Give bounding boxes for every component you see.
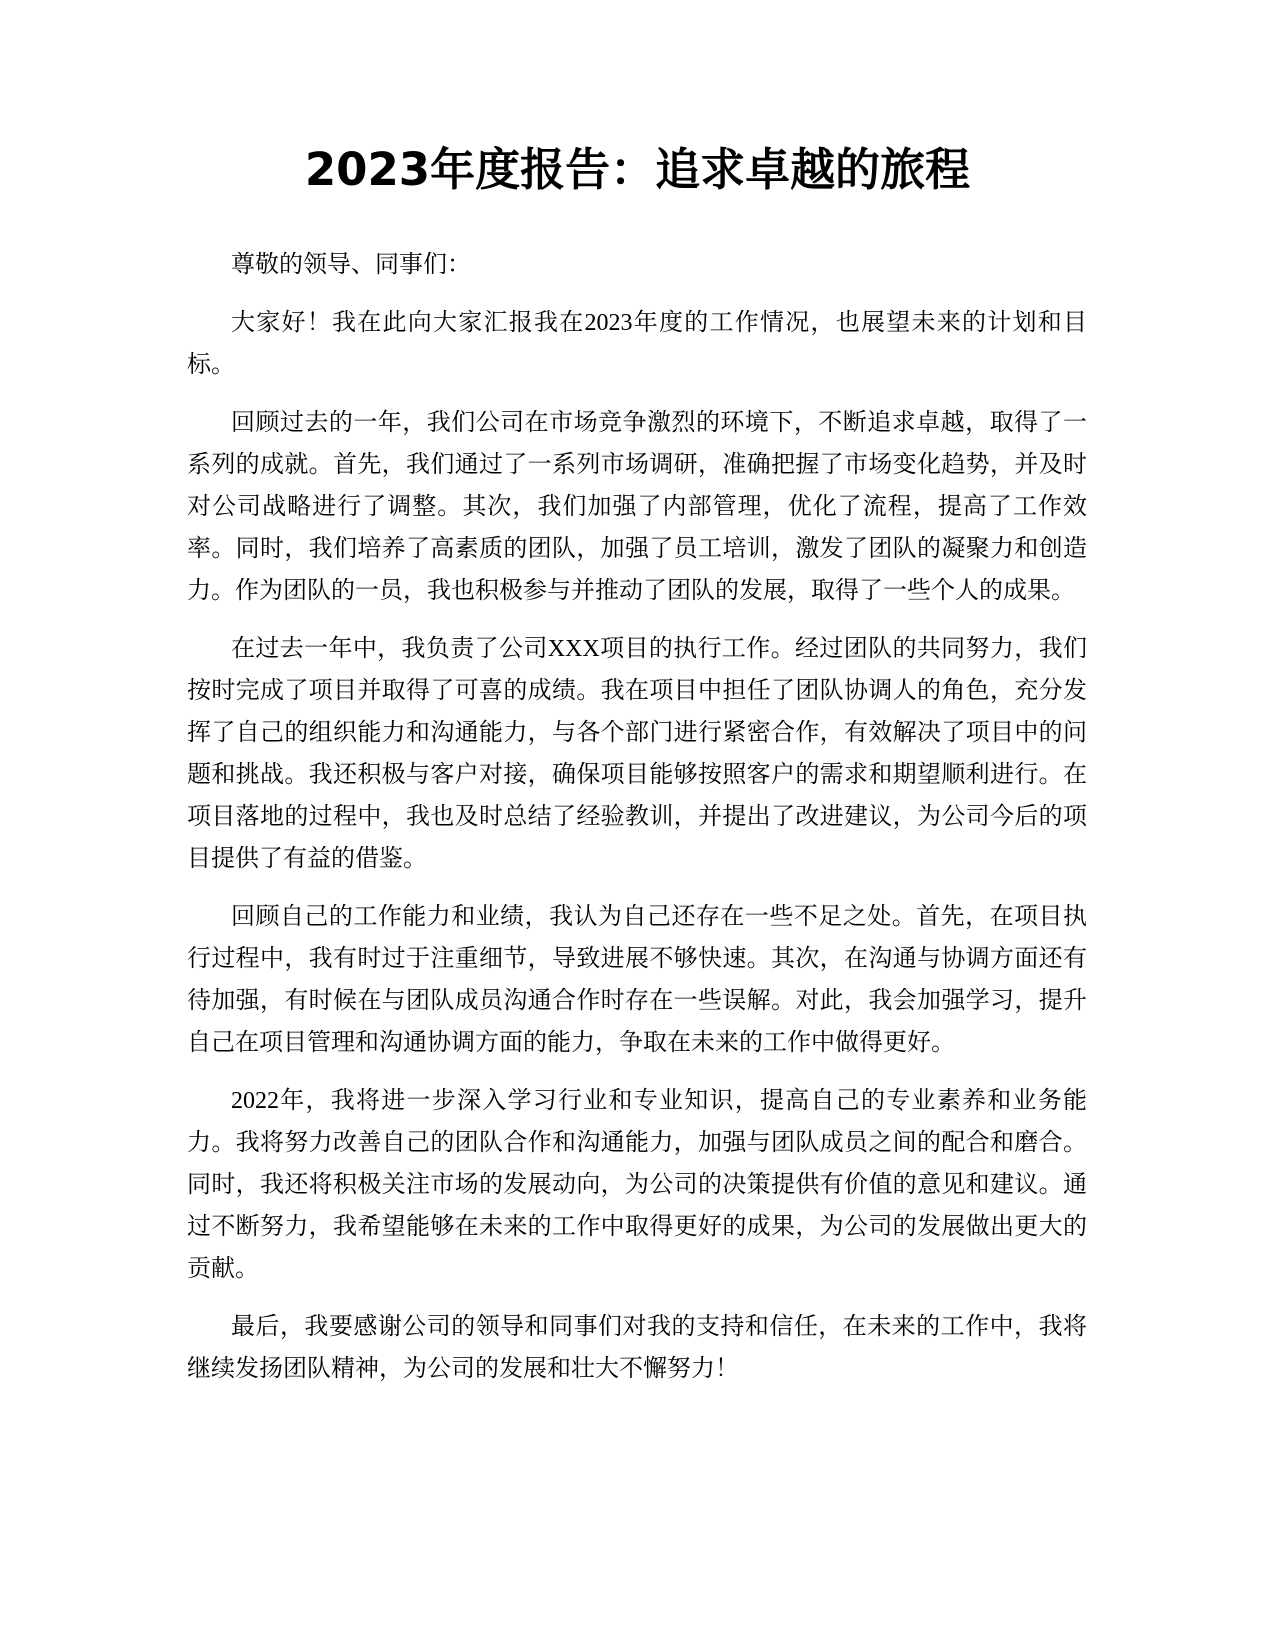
future-plan-paragraph: 2022年，我将进一步深入学习行业和专业知识，提高自己的专业素养和业务能力。我将努力改善自己的团队合作和沟通能力，加强与团队成员之间的配合和磨合。同时，我还将积极关注市场的发展动向，为公司的决策提供有价值的意见和建议。通过不断努力，我希望能够在未来的工作中取得更好的成果，为公司的发展做出更大的贡献。: [187, 1088, 1087, 1282]
closing-paragraph: 最后，我要感谢公司的领导和同事们对我的支持和信任，在未来的工作中，我将继续发扬团队精神，为公司的发展和壮大不懈努力！: [187, 1314, 1087, 1382]
document-body: [187, 244, 1087, 1406]
project-work-paragraph: 在过去一年中，我负责了公司XXX项目的执行工作。经过团队的共同努力，我们按时完成了项目并取得了可喜的成绩。我在项目中担任了团队协调人的角色，充分发挥了自己的组织能力和沟通能力，与各个部门进行紧密合作，有效解决了项目中的问题和挑战。我还积极与客户对接，确保项目能够按照客户的需求和期望顺利进行。在项目落地的过程中，我也及时总结了经验教训，并提出了改进建议，为公司今后的项目提供了有益的借鉴。: [187, 636, 1087, 872]
salutation-paragraph: 尊敬的领导、同事们：: [231, 252, 471, 278]
greeting-paragraph: 大家好！我在此向大家汇报我在2023年度的工作情况，也展望未来的计划和目标。: [187, 310, 1087, 378]
company-review-paragraph: 回顾过去的一年，我们公司在市场竞争激烈的环境下，不断追求卓越，取得了一系列的成就。首先，我们通过了一系列市场调研，准确把握了市场变化趋势，并及时对公司战略进行了调整。其次，我们加强了内部管理，优化了流程，提高了工作效率。同时，我们培养了高素质的团队，加强了员工培训，激发了团队的凝聚力和创造力。作为团队的一员，我也积极参与并推动了团队的发展，取得了一些个人的成果。: [187, 410, 1087, 604]
document-title: 2023年度报告：追求卓越的旅程: [304, 143, 971, 196]
self-assessment-paragraph: 回顾自己的工作能力和业绩，我认为自己还存在一些不足之处。首先，在项目执行过程中，我有时过于注重细节，导致进展不够快速。其次，在沟通与协调方面还有待加强，有时候在与团队成员沟通合作时存在一些误解。对此，我会加强学习，提升自己在项目管理和沟通协调方面的能力，争取在未来的工作中做得更好。: [187, 904, 1087, 1056]
